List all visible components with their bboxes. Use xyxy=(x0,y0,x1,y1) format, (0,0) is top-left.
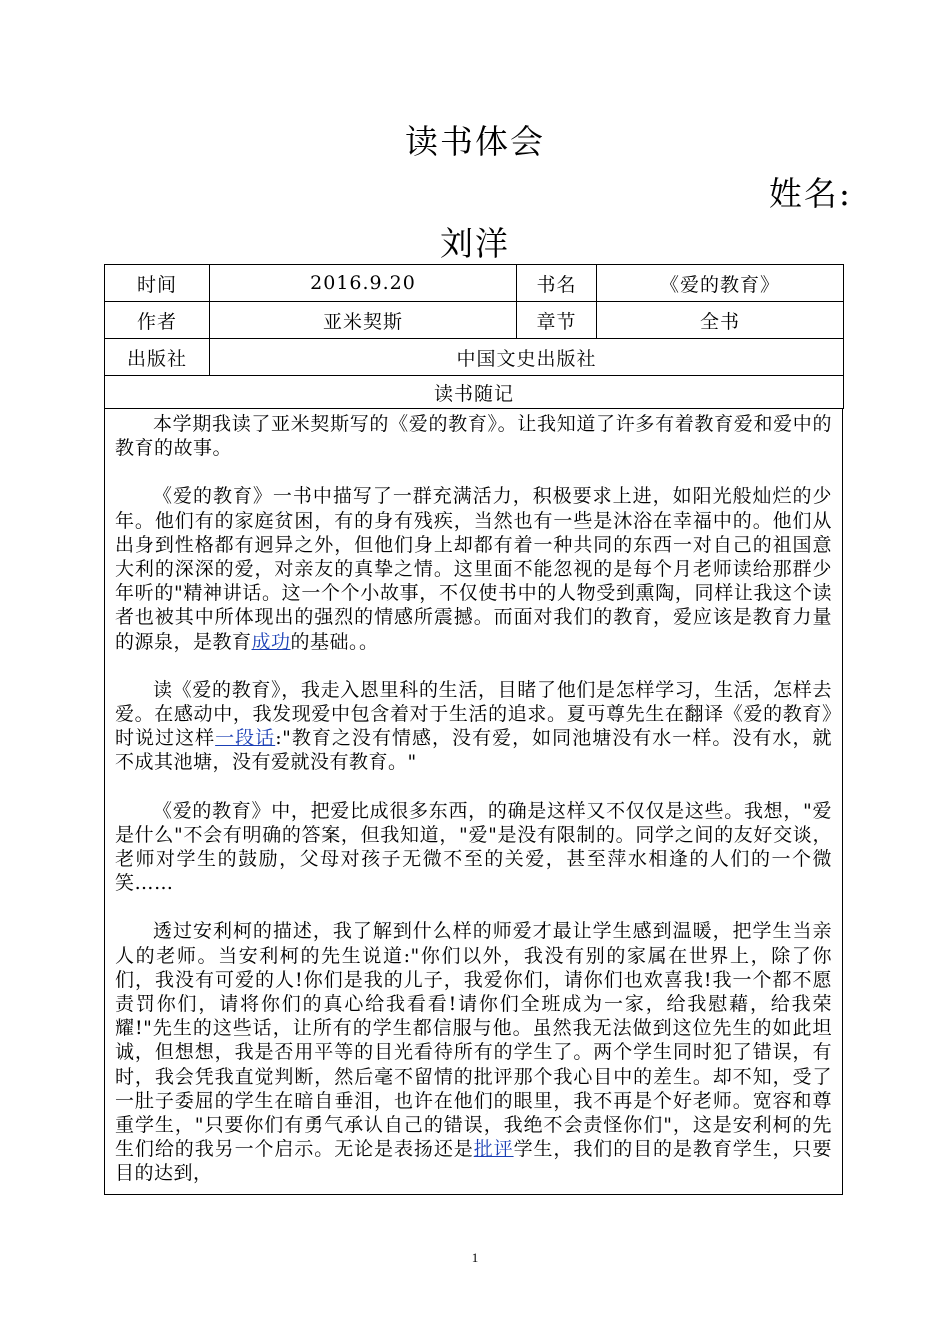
success-link[interactable]: 成功 xyxy=(251,630,291,653)
notes-paragraph-2 xyxy=(105,484,842,653)
notes-paragraph-5 xyxy=(105,919,842,1185)
info-table xyxy=(104,264,844,409)
author-label: 作者 xyxy=(105,302,210,339)
publisher-label: 出版社 xyxy=(105,339,210,376)
book-label: 书名 xyxy=(517,265,597,302)
document-title: 读书体会 xyxy=(405,122,545,161)
book-value: 《爱的教育》 xyxy=(597,265,844,302)
author-name: 刘洋 xyxy=(440,224,510,263)
notes-paragraph-1: 本学期我读了亚米契斯写的《爱的教育》。让我知道了许多有着教育爱和爱中的教育的故事。 xyxy=(115,413,832,460)
table-row xyxy=(105,339,844,376)
table-row xyxy=(105,376,844,409)
name-label: 姓名: xyxy=(768,174,852,213)
table-row xyxy=(105,302,844,339)
paragraph-text: 学生，我们的目的是教育学生，只要目的达到， xyxy=(115,1138,832,1185)
criticism-link[interactable]: 批评 xyxy=(473,1138,514,1161)
paragraph-text: 透过安利柯的描述，我了解到什么样的师爱才最让学生感到温暖，把学生当亲人的老师。当安利柯的先生说道:"你们以外，我没有别的家属在世界上，除了你们，我没有可爱的人!你们是我的儿子，我爱你们，请你们也欢喜我!我一个都不愿责罚你们，请将你们的真心给我看看!请你们全班成为一家，给我慰藉，给我荣耀!"先生的这些话，让所有的学生都信服与他。虽然我无法做到这位先生的如此坦诚，但想想，我是否用平等的目光看待所有的学生了。两个学生同时犯了错误，有时，我会凭我直觉判断，然后毫不留情的批评那个我心目中的差生。却不知，受了一肚子委屈的学生在暗自垂泪，也许在他们的眼里，我不再是个好老师。宽容和尊重学生，"只要你们有勇气承认自己的错误，我绝不会责怪你们"，这是安利柯的先生们给的我另一个启示。无论是表扬还是 xyxy=(115,920,832,1161)
page-number: 1 xyxy=(471,1250,479,1265)
paragraph-text: :"教育之没有情感，没有爱，如同池塘没有水一样。没有水，就不成其池塘，没有爱就没有教育。" xyxy=(115,727,832,774)
time-value: 2016.9.20 xyxy=(210,265,517,302)
time-label: 时间 xyxy=(105,265,210,302)
table-row xyxy=(105,265,844,302)
paragraph-text: 的基础。。 xyxy=(290,630,379,653)
passage-link[interactable]: 一段话 xyxy=(215,727,276,750)
chapter-value: 全书 xyxy=(597,302,844,339)
notes-heading: 读书随记 xyxy=(105,376,844,409)
author-value: 亚米契斯 xyxy=(210,302,517,339)
notes-paragraph-3 xyxy=(105,678,842,775)
paragraph-text: 读《爱的教育》，我走入恩里科的生活，目睹了他们是怎样学习，生活，怎样去爱。在感动中，我发现爱中包含着对于生活的追求。夏丏尊先生在翻译《爱的教育》时说过这样 xyxy=(115,678,832,750)
paragraph-text: 《爱的教育》一书中描写了一群充满活力，积极要求上进，如阳光般灿烂的少年。他们有的家庭贫困，有的身有残疾，当然也有一些是沐浴在幸福中的。他们从出身到性格都有迥异之外，但他们身上却都有着一种共同的东西一对自己的祖国意大利的深深的爱，对亲友的真挚之情。这里面不能忽视的是每个月老师读给那群少年听的"精神讲话。这一个个小故事，不仅使书中的人物受到熏陶，同样让我这个读者也被其中所体现出的强烈的情感所震撼。而面对我们的教育，爱应该是教育力量的源泉，是教育 xyxy=(115,485,832,653)
notes-paragraph-4: 《爱的教育》中，把爱比成很多东西，的确是这样又不仅仅是这些。我想，"爱是什么"不会有明确的答案，但我知道，"爱"是没有限制的。同学之间的友好交谈，老师对学生的鼓励，父母对孩子无微不至的关爱，甚至萍水相逢的人们的一个微笑…… xyxy=(115,799,832,895)
reading-notes xyxy=(104,409,843,1195)
chapter-label: 章节 xyxy=(517,302,597,339)
publisher-value: 中国文史出版社 xyxy=(210,339,844,376)
